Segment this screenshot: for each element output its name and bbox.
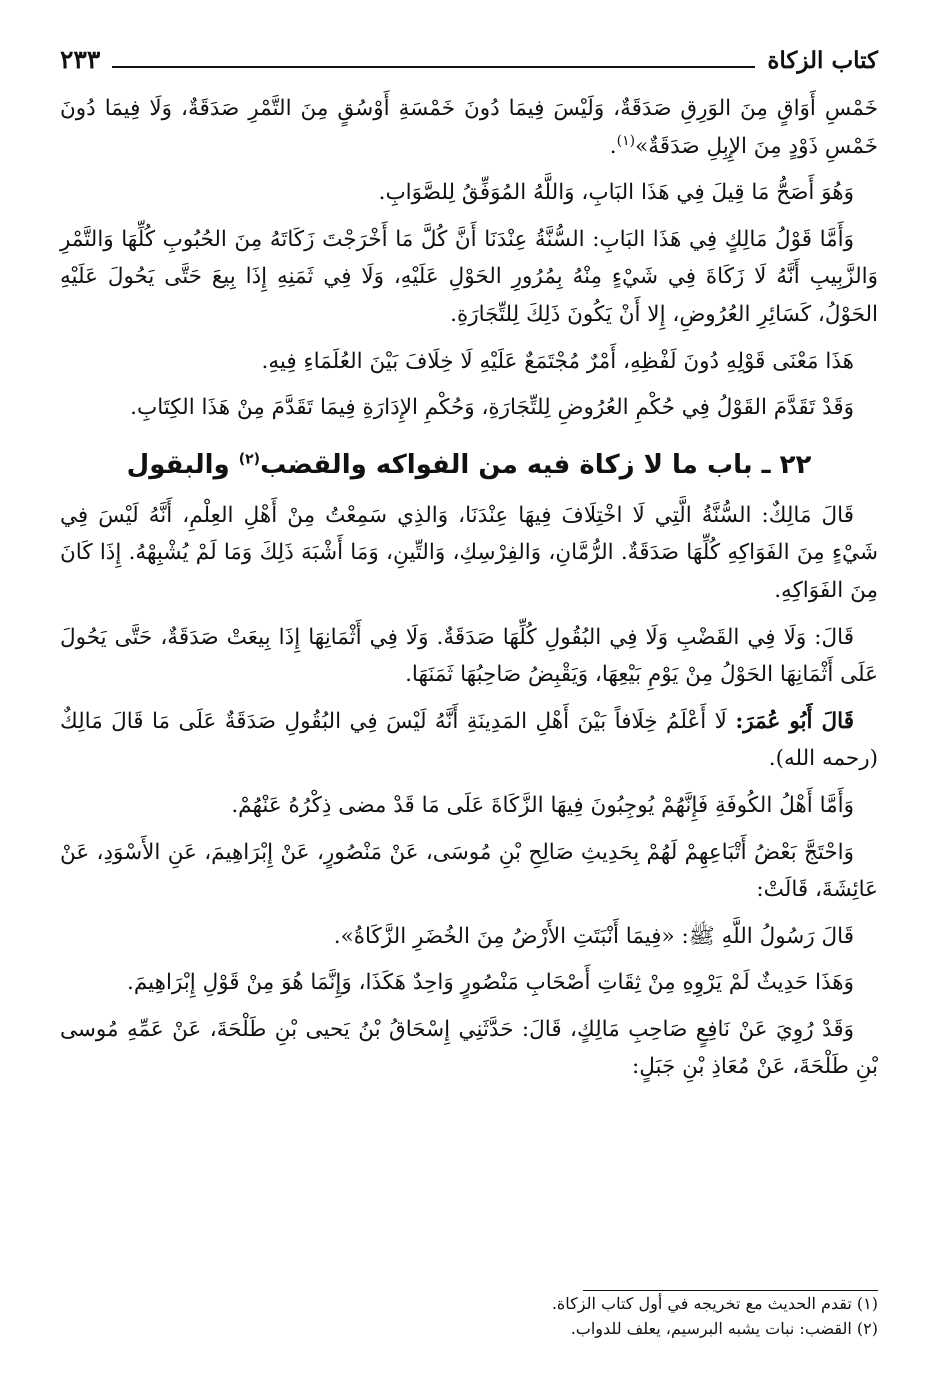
footnote-ref: (٢): [238, 451, 261, 468]
paragraph: وَهَذَا حَدِيثٌ لَمْ يَرْوِهِ مِنْ ثِقَاتِ أَصْحَابِ مَنْصُورٍ وَاحِدٌ هَكَذَا، وَإِنَّمَا هُوَ مِنْ قَوْلِ إِبْرَاهِيمَ.: [126, 970, 854, 996]
paragraph: [60, 703, 878, 778]
footnotes: [60, 1290, 878, 1341]
paragraph: قَالَ: وَلَا فِي القَضْبِ وَلَا فِي البُقُولِ كُلِّهَا صَدَقَةٌ. وَلَا فِي أَثْمَانِهَا إِذَا بِيعَتْ صَدَقَةٌ، حَتَّى يَحُولَ عَلَى أَثْمَانِهَا الحَوْلُ مِنْ يَوْمِ بَيْعِهَا، وَيَقْبِضُ صَاحِبُهَا ثَمَنَهَا.: [60, 624, 878, 688]
running-header: [60, 28, 878, 72]
running-title: كتاب الزكاة: [767, 47, 878, 74]
footnote: (٢) القضب: نبات يشبه البرسيم، يعلف للدواب.: [570, 1319, 878, 1338]
paragraph-text: لَا أَعْلَمُ خِلَافاً بَيْنَ أَهْلِ المَدِينَةِ أَنَّهُ لَيْسَ فِي البُقُولِ صَدَقَةٌ عَلَى مَا قَالَ مَالِكٌ (رحمه الله).: [60, 708, 878, 772]
paragraph: وَأَمَّا أَهْلُ الكُوفَةِ فَإِنَّهُمْ يُوجِبُونَ فِيهَا الزَّكَاةَ عَلَى مَا قَدْ مضى ذِكْرُهُ عَنْهُمْ.: [231, 792, 854, 818]
footnote: (١) تقدم الحديث مع تخريجه في أول كتاب الزكاة.: [551, 1294, 878, 1313]
page-number: ٢٣٣: [60, 45, 101, 74]
footnote-ref: (١): [616, 132, 636, 149]
paragraph: قَالَ مَالِكٌ: السُّنَّةُ الَّتِي لَا اخْتِلَافَ فِيهَا عِنْدَنَا، وَالذِي سَمِعْتُ مِنْ أَهْلِ العِلْمِ، أَنَّهُ لَيْسَ فِي شَيْءٍ مِنَ الفَوَاكِهِ كُلِّهَا صَدَقَةٌ. الرُّمَّانِ، وَالفِرْسِكِ، وَالتِّينِ، وَمَا أَشْبَهَ ذَلِكَ وَمَا لَمْ يُشْبِهْهُ. إِذَا كَانَ مِنَ الفَوَاكِهِ.: [60, 502, 878, 603]
chapter-heading-text: ٢٢ ـ باب ما لا زكاة فيه من الفواكه والقضب: [260, 449, 812, 480]
paragraph: هَذَا مَعْنَى قَوْلِهِ دُونَ لَفْظِهِ، أَمْرٌ مُجْتَمَعٌ عَلَيْهِ لَا خِلَافَ بَيْنَ العُلَمَاءِ فِيهِ.: [261, 348, 854, 374]
paragraph: وَاحْتَجَّ بَعْضُ أَتْبَاعِهِمْ لَهُمْ بِحَدِيثِ صَالِحِ بْنِ مُوسَى، عَنْ مَنْصُورٍ، عَنْ إِبْرَاهِيمَ، عَنِ الأَسْوَدِ، عَنْ عَائِشَةَ، قَالَتْ:: [60, 839, 878, 903]
paragraph: وَقَدْ تَقَدَّمَ القَوْلُ فِي حُكْمِ العُرُوضِ لِلتِّجَارَةِ، وَحُكْمِ الإِدَارَةِ فِيمَا تَقَدَّمَ مِنْ هَذَا الكِتَابِ.: [130, 395, 854, 421]
paragraph-end: .: [609, 133, 617, 159]
book-page: [60, 0, 878, 1391]
paragraph: وَهُوَ أَصَحُّ مَا قِيلَ فِي هَذَا البَابِ، وَاللَّهُ المُوَفِّقُ لِلصَّوَابِ.: [378, 180, 854, 206]
main-text: [60, 90, 878, 1095]
paragraph: [60, 90, 878, 165]
header-rule: [112, 66, 755, 68]
chapter-heading-end: والبقول: [126, 449, 239, 480]
paragraph: وَأَمَّا قَوْلُ مَالِكٍ فِي هَذَا البَابِ: السُّنَّةُ عِنْدَنَا أَنَّ كُلَّ مَا أَخْرَجْتَ زَكَاتَهُ مِنَ الحُبُوبِ كُلِّهَا وَالتَّمْرِ وَالزَّبِيبِ أَنَّهُ لَا زَكَاةَ فِي شَيْءٍ مِنْهُ بِمُرُورِ الحَوْلِ عَلَيْهِ، وَلَا فِي ثَمَنِهِ إِذَا بِيعَ حَتَّى يَحُولَ عَلَيْهِ الحَوْلُ، كَسَائِرِ العُرُوضِ، إِلا أَنْ يَكُونَ ذَلِكَ لِلتِّجَارَةِ.: [60, 226, 878, 327]
speaker-label: قَالَ أَبُو عُمَرَ:: [735, 708, 855, 734]
paragraph-text: خَمْسِ أَوَاقٍ مِنَ الوَرِقِ صَدَقَةٌ، وَلَيْسَ فِيمَا دُونَ خَمْسَةِ أَوْسُقٍ مِنَ التَّمْرِ صَدَقَةٌ، وَلَا فِيمَا دُونَ خَمْسِ ذَوْدٍ مِنَ الإِبِلِ صَدَقَةٌ»: [60, 96, 878, 159]
paragraph: وَقَدْ رُوِيَ عَنْ نَافِعٍ صَاحِبِ مَالِكٍ، قَالَ: حَدَّثَنِي إِسْحَاقُ بْنُ يَحيى بْنِ طَلْحَةَ، عَنْ عَمِّهِ مُوسى بْنِ طَلْحَةَ، عَنْ مُعَاذِ بْنِ جَبَلٍ:: [60, 1016, 878, 1080]
paragraph: قَالَ رَسُولُ اللَّهِ ﷺ: «فِيمَا أَنْبَتَتِ الأَرْضُ مِنَ الخُضَرِ الزَّكَاةُ».: [333, 923, 854, 949]
chapter-heading: [60, 445, 878, 485]
